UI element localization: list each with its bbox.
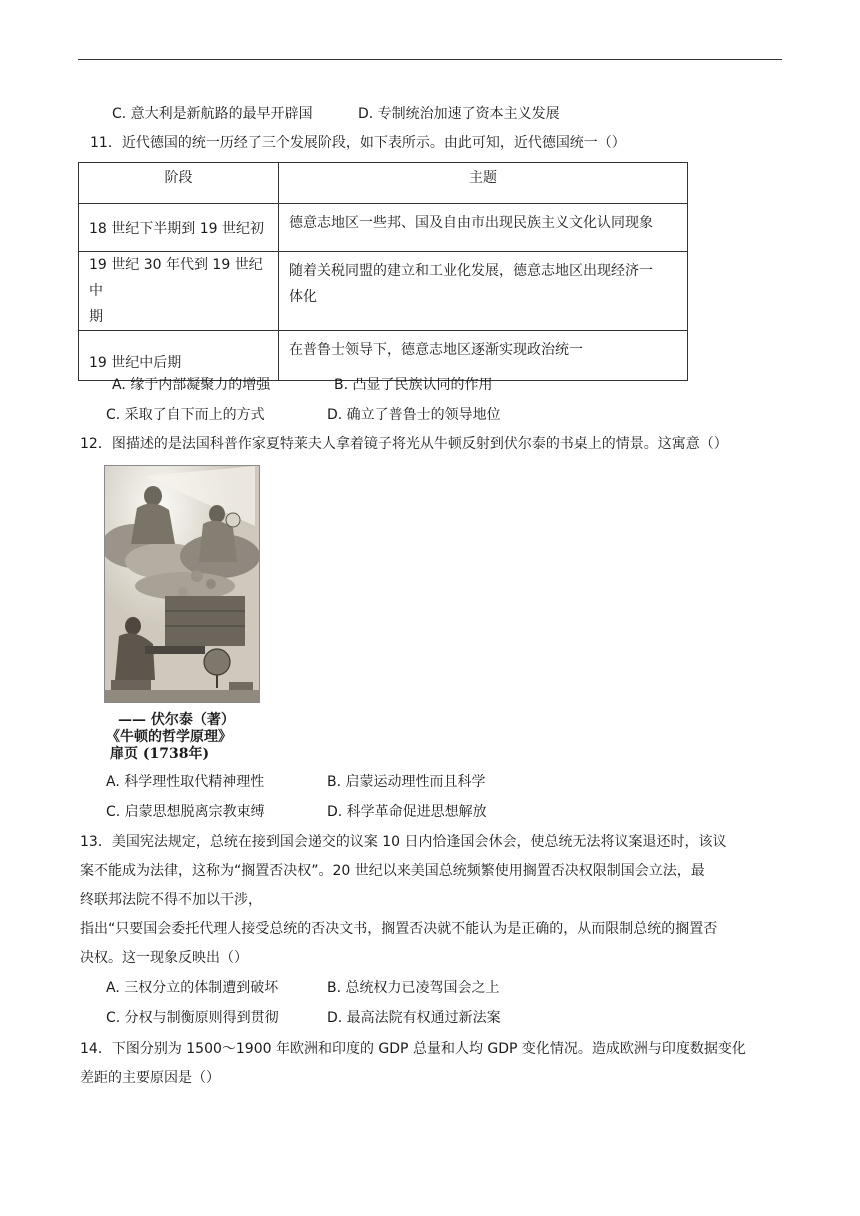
q11-table — [78, 162, 688, 381]
table-row — [79, 331, 688, 381]
table-row — [79, 204, 688, 252]
table-cell-theme: 德意志地区一些邦、国及自由市出现民族主义文化认同现象 — [279, 204, 688, 252]
q13-line-2: 案不能成为法律，这称为“搁置否决权”。20 世纪以来美国总统频繁使用搁置否决权限制国会立法，最 — [80, 863, 705, 879]
q11-stem: 11．近代德国的统一历经了三个发展阶段，如下表所示。由此可知，近代德国统一（） — [90, 135, 626, 151]
table-cell-stage — [79, 252, 279, 331]
q12-option-a: A. 科学理性取代精神理性 — [106, 774, 265, 790]
q12-option-d: D. 科学革命促进思想解放 — [327, 804, 487, 820]
table-header-stage: 阶段 — [79, 163, 279, 204]
q14-line-2: 差距的主要原因是（） — [80, 1070, 220, 1086]
q11-option-a: A. 缘于内部凝聚力的增强 — [112, 377, 271, 393]
q13-line-1: 13．美国宪法规定，总统在接到国会递交的议案 10 日内恰逢国会休会，使总统无法将议案退还时，该议 — [80, 834, 727, 850]
q12-option-b: B. 启蒙运动理性而且科学 — [327, 774, 486, 790]
table-cell-stage: 18 世纪下半期到 19 世纪初 — [79, 204, 279, 252]
q13-line-4: 指出“只要国会委托代理人接受总统的否决文书，搁置否决就不能认为是正确的，从而限制总统的搁置否 — [80, 921, 718, 937]
q10-option-d: D. 专制统治加速了资本主义发展 — [358, 106, 560, 122]
q13-option-b: B. 总统权力已凌驾国会之上 — [327, 980, 500, 996]
frontispiece-engraving — [104, 465, 260, 703]
q14-line-1: 14．下图分别为 1500～1900 年欧洲和印度的 GDP 总量和人均 GDP 变化情况。造成欧洲与印度数据变化 — [80, 1041, 746, 1057]
q11-option-b: B. 凸显了民族认同的作用 — [334, 377, 493, 393]
q13-option-a: A. 三权分立的体制遭到破坏 — [106, 980, 279, 996]
q11-option-c: C. 采取了自下而上的方式 — [106, 407, 265, 423]
q13-option-c: C. 分权与制衡原则得到贯彻 — [106, 1010, 279, 1026]
table-cell-theme-line: 随着关税同盟的建立和工业化发展，德意志地区出现经济一 — [289, 263, 653, 279]
header-rule — [78, 59, 782, 60]
figure-caption-date: 扉页 (1738年) — [110, 746, 210, 762]
table-cell-theme: 在普鲁士领导下，德意志地区逐渐实现政治统一 — [279, 331, 688, 381]
q12-stem: 12．图描述的是法国科普作家夏特莱夫人拿着镜子将光从牛顿反射到伏尔泰的书桌上的情景。这寓意（） — [80, 436, 728, 452]
q13-option-d: D. 最高法院有权通过新法案 — [327, 1010, 501, 1026]
table-row — [79, 252, 688, 331]
q13-line-5: 决权。这一现象反映出（） — [80, 950, 248, 966]
table-cell-stage-line: 19 世纪 30 年代到 19 世纪中 — [89, 257, 263, 299]
table-cell-theme — [279, 252, 688, 331]
table-header-theme: 主题 — [279, 163, 688, 204]
q12-option-c: C. 启蒙思想脱离宗教束缚 — [106, 804, 265, 820]
table-cell-stage: 19 世纪中后期 — [79, 331, 279, 381]
q11-option-d: D. 确立了普鲁士的领导地位 — [327, 407, 501, 423]
q13-line-3: 终联邦法院不得不加以干涉， — [80, 892, 262, 908]
table-header-row — [79, 163, 688, 204]
figure-caption-author: —— 伏尔泰（著） — [118, 712, 235, 728]
q10-option-c: C. 意大利是新航路的最早开辟国 — [112, 106, 313, 122]
figure-caption-title: 《牛顿的哲学原理》 — [106, 729, 232, 745]
table-cell-stage-line: 期 — [89, 309, 103, 325]
table-cell-theme-line: 体化 — [289, 289, 317, 305]
engraving-illustration — [105, 466, 259, 702]
